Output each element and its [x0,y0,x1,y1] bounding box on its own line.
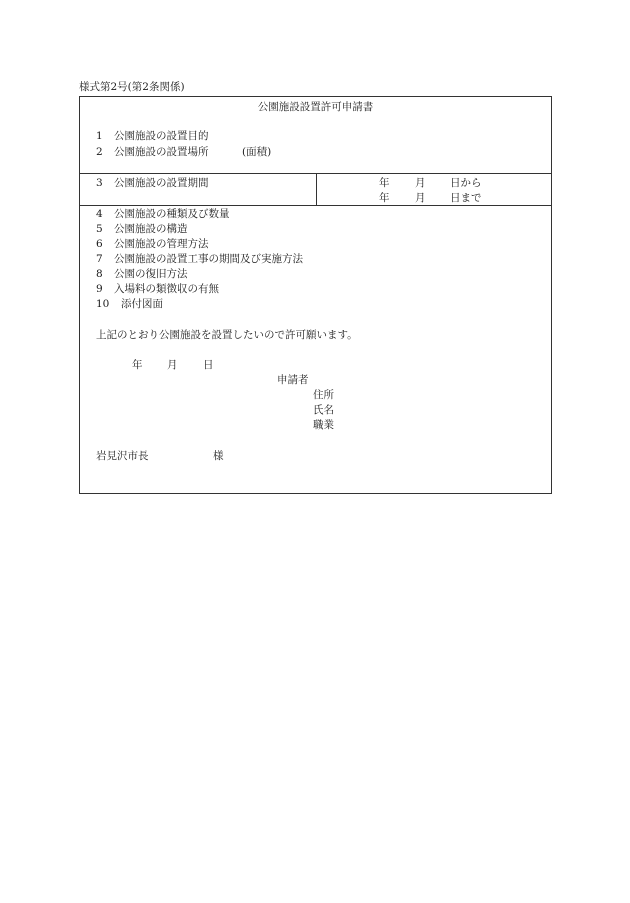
item-number: 8 [96,268,103,280]
item-text: 入場料の類徴収の有無 [114,283,219,295]
item-number: 3 [96,177,103,189]
item-text: 公園施設の構造 [114,223,188,235]
period-until-year: 年 [379,192,390,204]
period-from-month: 月 [415,177,426,189]
period-from-year: 年 [379,177,390,189]
item-number: 2 [96,146,103,158]
period-row-bottom-border [79,205,552,206]
applicant-address-label: 住所 [313,389,334,401]
period-from-day: 日から [450,177,482,189]
form-id: 様式第2号(第2条関係) [79,81,185,93]
item-text: 公園施設の設置目的 [114,130,209,142]
item-text: 公園施設の設置工事の期間及び実施方法 [114,253,303,265]
period-until-day: 日まで [450,192,482,204]
addressee-honorific: 様 [213,450,224,462]
applicant-occupation-label: 職業 [313,419,334,431]
item-text: 公園施設の種類及び数量 [114,208,230,220]
item-text: 公園施設の管理方法 [114,238,209,250]
date-year: 年 [132,359,143,371]
item-number: 4 [96,208,103,220]
date-day: 日 [203,359,214,371]
period-column-divider [316,173,317,205]
applicant-name-label: 氏名 [313,404,334,416]
addressee-title: 岩見沢市長 [96,450,149,462]
item-number: 10 [96,298,110,310]
item-text: 公園施設の設置期間 [114,177,209,189]
period-until-month: 月 [415,192,426,204]
item-note: (面積) [242,146,272,158]
item-number: 6 [96,238,103,250]
form-title: 公園施設設置許可申請書 [257,101,374,113]
item-number: 7 [96,253,103,265]
item-number: 1 [96,130,103,142]
applicant-label: 申請者 [277,374,309,386]
application-statement: 上記のとおり公園施設を設置したいので許可願います。 [96,329,358,341]
item-text: 公園の復旧方法 [114,268,188,280]
item-text: 添付図面 [121,298,163,310]
date-month: 月 [167,359,178,371]
item-text: 公園施設の設置場所 [114,146,209,158]
item-number: 9 [96,283,103,295]
item-number: 5 [96,223,103,235]
